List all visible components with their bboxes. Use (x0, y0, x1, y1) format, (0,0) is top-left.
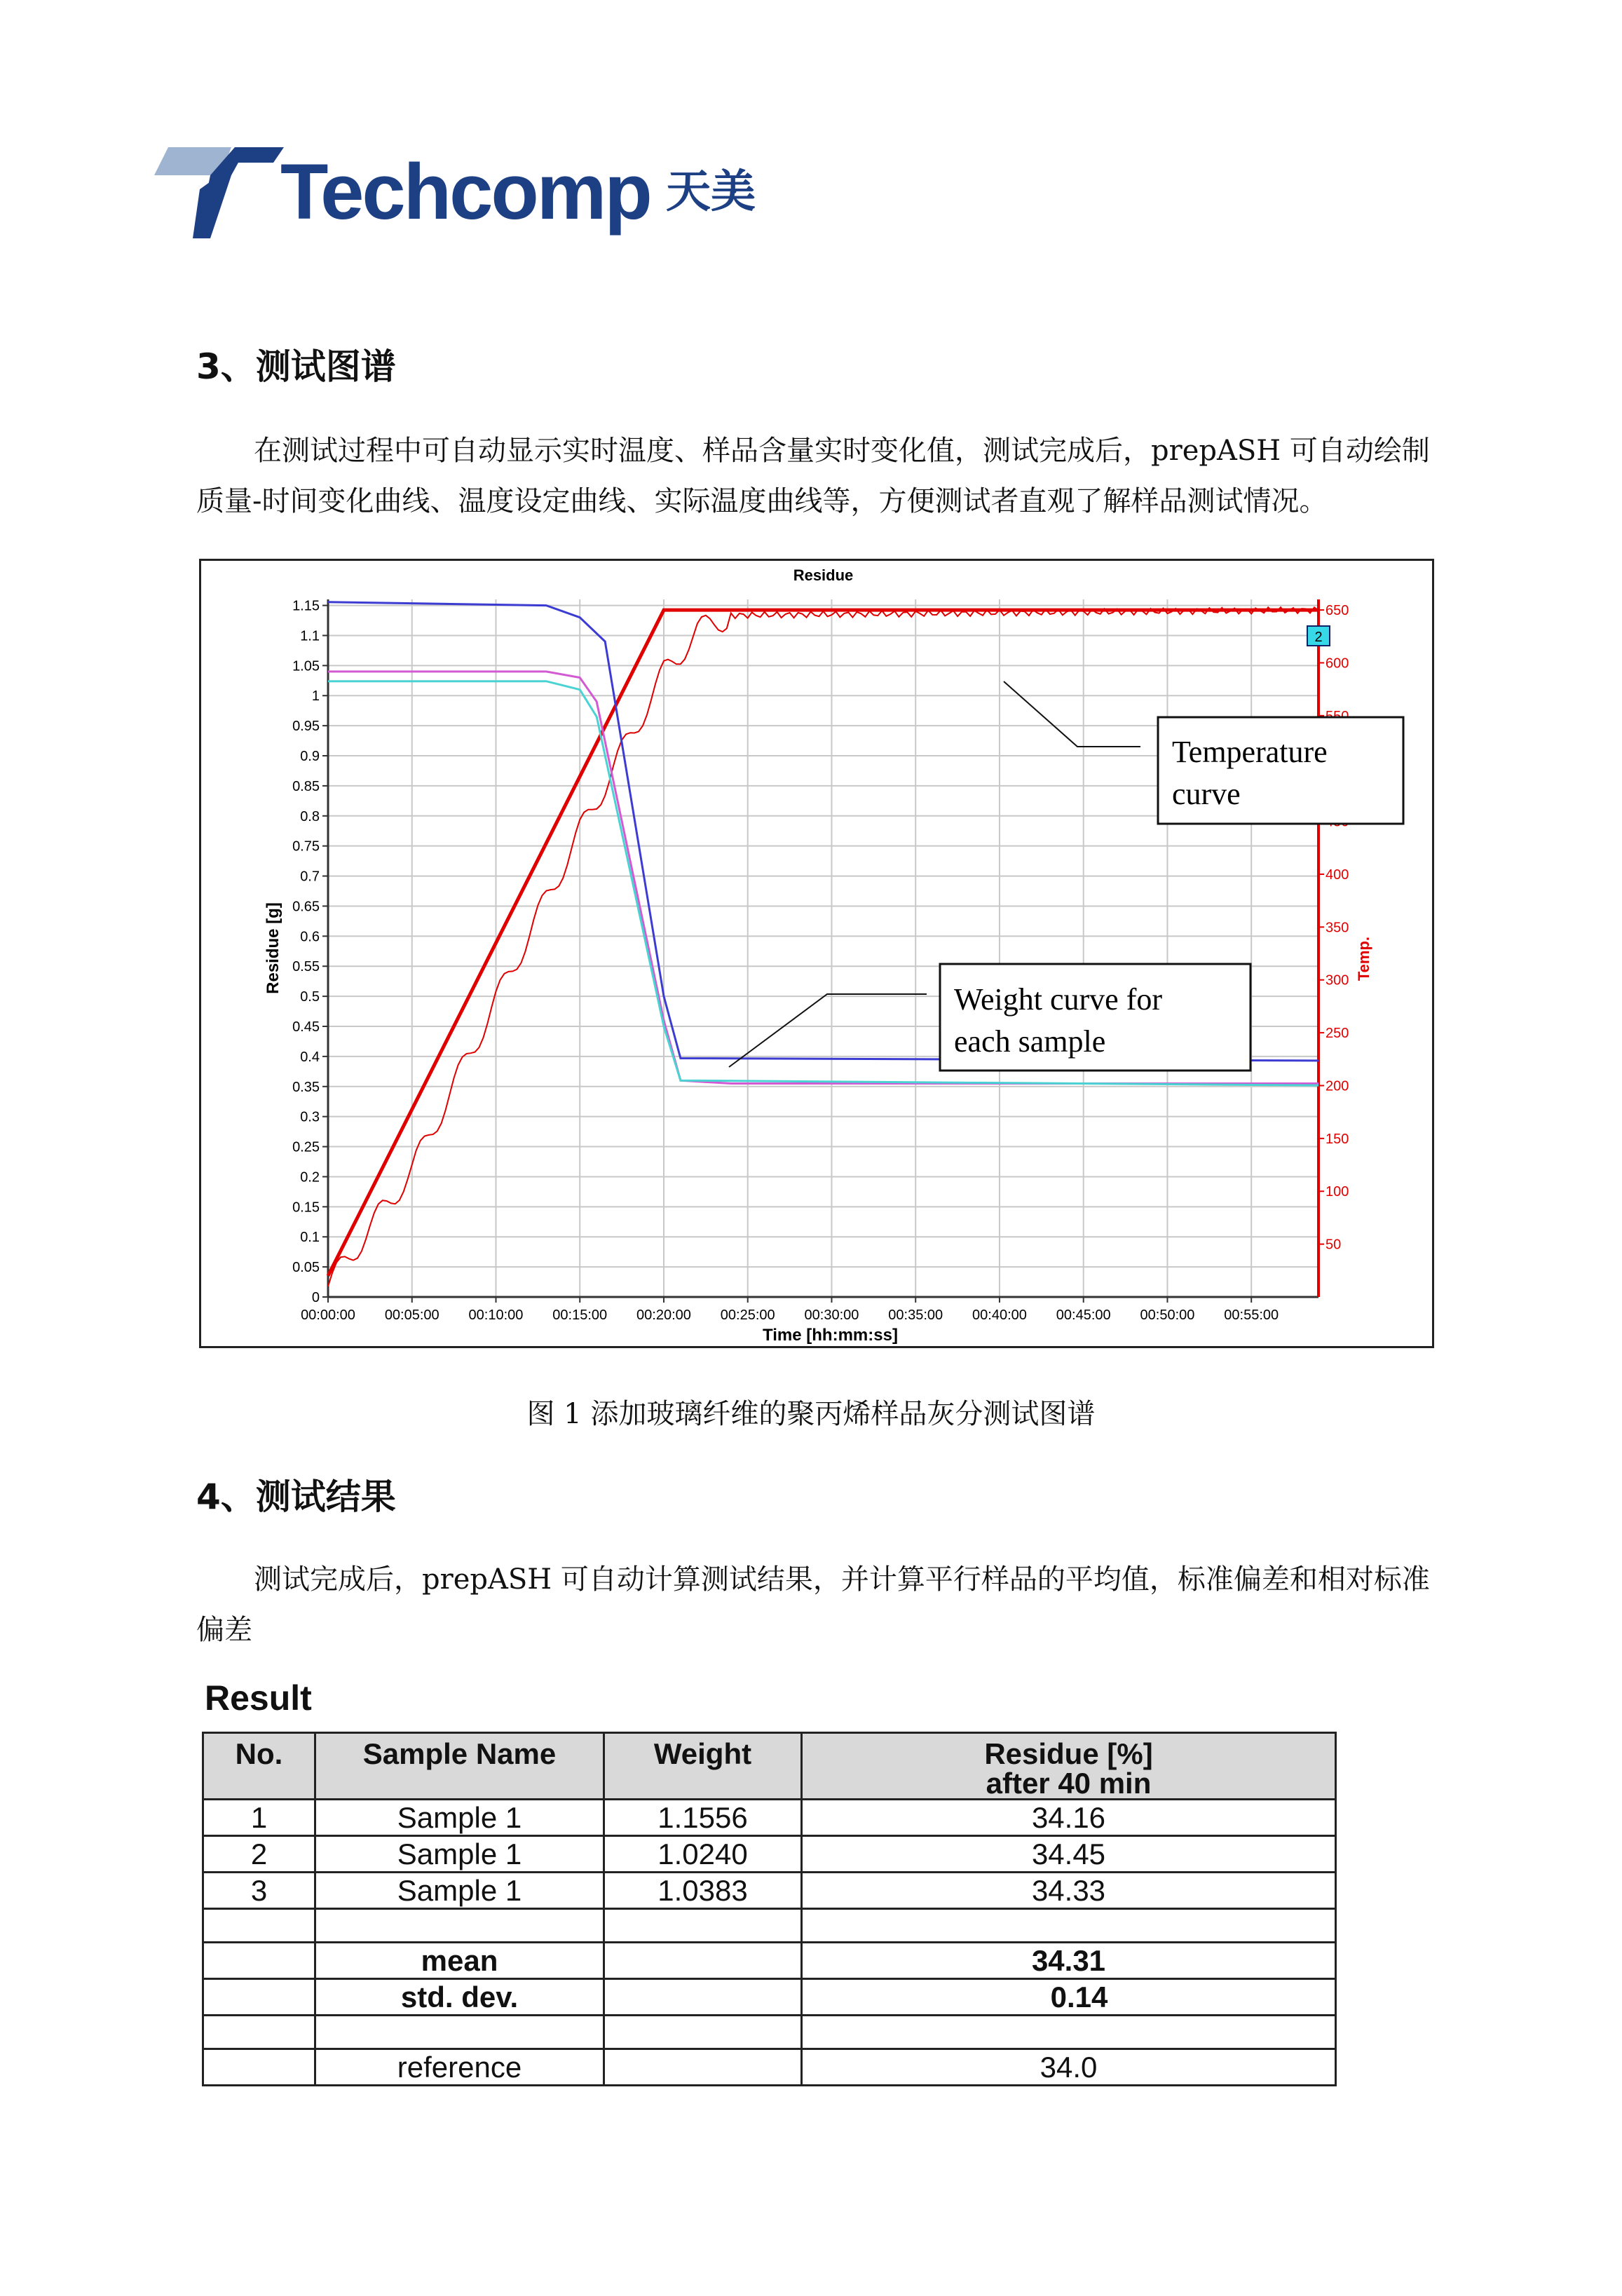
logo-chinese-name: 天美 (666, 166, 756, 218)
temperature-actual-line (328, 607, 1318, 1286)
x-tick-label: 00:15:00 (552, 1307, 608, 1323)
reference-label: reference (315, 2049, 604, 2086)
cell-weight: 1.1556 (604, 1800, 802, 1836)
y-tick-label: 0.55 (292, 959, 320, 975)
cell-residue: 34.16 (802, 1800, 1336, 1836)
x-tick-label: 00:10:00 (468, 1307, 524, 1323)
cell-residue: 34.45 (802, 1836, 1336, 1873)
cell-sample-name: Sample 1 (315, 1873, 604, 1909)
y-tick-label: 0.95 (292, 719, 320, 735)
y-tick-label: 0.65 (292, 899, 320, 915)
temperature-annotation-line-1: Temperature (1172, 735, 1328, 769)
table-empty-row (203, 1909, 1336, 1943)
std-dev-value: 0.14 (802, 1979, 1336, 2016)
y-tick-label: 0.9 (300, 749, 320, 765)
reference-value: 34.0 (802, 2049, 1336, 2086)
y-tick-label: 0.7 (300, 869, 320, 885)
y-tick-label: 0.8 (300, 808, 320, 824)
section-3-line-2: 质量-时间变化曲线、温度设定曲线、实际温度曲线等，方便测试者直观了解样品测试情况。 (196, 485, 1328, 517)
table-mean-row (203, 1943, 1336, 1979)
y-tick-label: 1 (311, 688, 320, 705)
y-tick-label: 0.05 (292, 1260, 320, 1276)
section-4-line-2: 偏差 (196, 1614, 252, 1646)
table-std-row (203, 1979, 1336, 2016)
weight-annotation-line-1: Weight curve for (954, 982, 1162, 1017)
y2-tick-label: 100 (1325, 1184, 1349, 1200)
y-tick-label: 0.1 (300, 1230, 320, 1246)
y-tick-label: 0.5 (300, 989, 320, 1005)
x-tick-label: 00:50:00 (1140, 1307, 1195, 1323)
x-tick-label: 00:00:00 (301, 1307, 355, 1323)
y-tick-label: 0.25 (292, 1139, 320, 1155)
y2-tick-label: 50 (1325, 1237, 1342, 1253)
y-tick-label: 0.85 (292, 778, 320, 794)
cell-residue: 34.33 (802, 1873, 1336, 1909)
y2-tick-label: 600 (1325, 655, 1349, 672)
residue-chart-svg (201, 561, 1432, 1346)
logo-wordmark: Techcomp (280, 148, 650, 236)
temperature-annotation-line-2: curve (1172, 777, 1241, 811)
y-tick-label: 0.45 (292, 1019, 320, 1035)
header-no: No. (203, 1733, 315, 1800)
weight-annotation-line-2: each sample (954, 1024, 1106, 1059)
y2-tick-label: 400 (1325, 867, 1349, 883)
temperature-setpoint-line (328, 610, 1318, 1276)
header-sample-name: Sample Name (315, 1733, 604, 1800)
table-row (203, 1800, 1336, 1836)
result-title: Result (205, 1678, 312, 1718)
y2-tick-label: 650 (1325, 603, 1349, 619)
chart-title: Residue (793, 566, 854, 584)
header-residue-line-2: after 40 min (986, 1767, 1152, 1800)
x-tick-label: 00:35:00 (888, 1307, 943, 1323)
y2-tick-label: 250 (1325, 1026, 1349, 1042)
y2-tick-label: 150 (1325, 1131, 1349, 1147)
y-tick-label: 0.3 (300, 1109, 320, 1125)
header-residue-line-1: Residue [%] (984, 1737, 1153, 1770)
cell-sample-name: Sample 1 (315, 1836, 604, 1873)
section-3-line-1: 在测试过程中可自动显示实时温度、样品含量实时变化值，测试完成后，prepASH 可自动绘制 (254, 435, 1430, 467)
y-tick-label: 0.75 (292, 838, 320, 855)
header-weight: Weight (604, 1733, 802, 1800)
y-tick-label: 0.35 (292, 1079, 320, 1095)
x-tick-label: 00:25:00 (720, 1307, 775, 1323)
y2-tick-label: 200 (1325, 1078, 1349, 1094)
x-axis-title: Time [hh:mm:ss] (763, 1326, 898, 1345)
y-tick-label: 1.05 (292, 658, 320, 674)
table-empty-row (203, 2016, 1336, 2049)
temperature-annotation-leader (1004, 681, 1140, 747)
cell-weight: 1.0383 (604, 1873, 802, 1909)
result-table (202, 1732, 1337, 2086)
table-reference-row (203, 2049, 1336, 2086)
x-tick-label: 00:40:00 (972, 1307, 1027, 1323)
y-tick-label: 0.6 (300, 929, 320, 945)
section-4-heading: 4、测试结果 (196, 1476, 396, 1517)
cell-weight: 1.0240 (604, 1836, 802, 1873)
table-header-row (203, 1733, 1336, 1800)
x-tick-label: 00:45:00 (1056, 1307, 1111, 1323)
figure-caption: 图 1 添加玻璃纤维的聚丙烯样品灰分测试图谱 (526, 1398, 1096, 1430)
cell-no: 2 (203, 1836, 315, 1873)
section-4-paragraph (196, 1554, 1451, 1655)
table-row (203, 1836, 1336, 1873)
cell-sample-name: Sample 1 (315, 1800, 604, 1836)
section-4-line-1: 测试完成后，prepASH 可自动计算测试结果，并计算平行样品的平均值，标准偏差和相对标准 (254, 1563, 1430, 1596)
mean-label: mean (315, 1943, 604, 1979)
y-tick-label: 1.15 (292, 598, 320, 614)
mean-value: 34.31 (802, 1943, 1336, 1979)
y-tick-label: 0.2 (300, 1169, 320, 1186)
y2-tick-label: 300 (1325, 972, 1349, 989)
x-tick-label: 00:20:00 (636, 1307, 691, 1323)
series-marker-label: 2 (1314, 630, 1323, 645)
section-3-paragraph (196, 426, 1451, 527)
y-tick-label: 0.15 (292, 1200, 320, 1216)
x-tick-label: 00:55:00 (1224, 1307, 1279, 1323)
x-tick-label: 00:05:00 (384, 1307, 439, 1323)
y-axis-title: Residue [g] (264, 902, 282, 994)
cell-no: 3 (203, 1873, 315, 1909)
std-dev-label: std. dev. (315, 1979, 604, 2016)
y2-tick-label: 350 (1325, 920, 1349, 936)
y-tick-label: 1.1 (300, 628, 320, 644)
y-tick-label: 0.4 (300, 1049, 320, 1065)
header-residue (802, 1733, 1336, 1800)
y2-axis-title: Temp. (1355, 936, 1372, 981)
section-3-heading: 3、测试图谱 (196, 346, 396, 387)
cell-no: 1 (203, 1800, 315, 1836)
table-row (203, 1873, 1336, 1909)
y-tick-label: 0 (311, 1290, 320, 1305)
residue-chart (199, 559, 1434, 1348)
x-tick-label: 00:30:00 (804, 1307, 859, 1323)
